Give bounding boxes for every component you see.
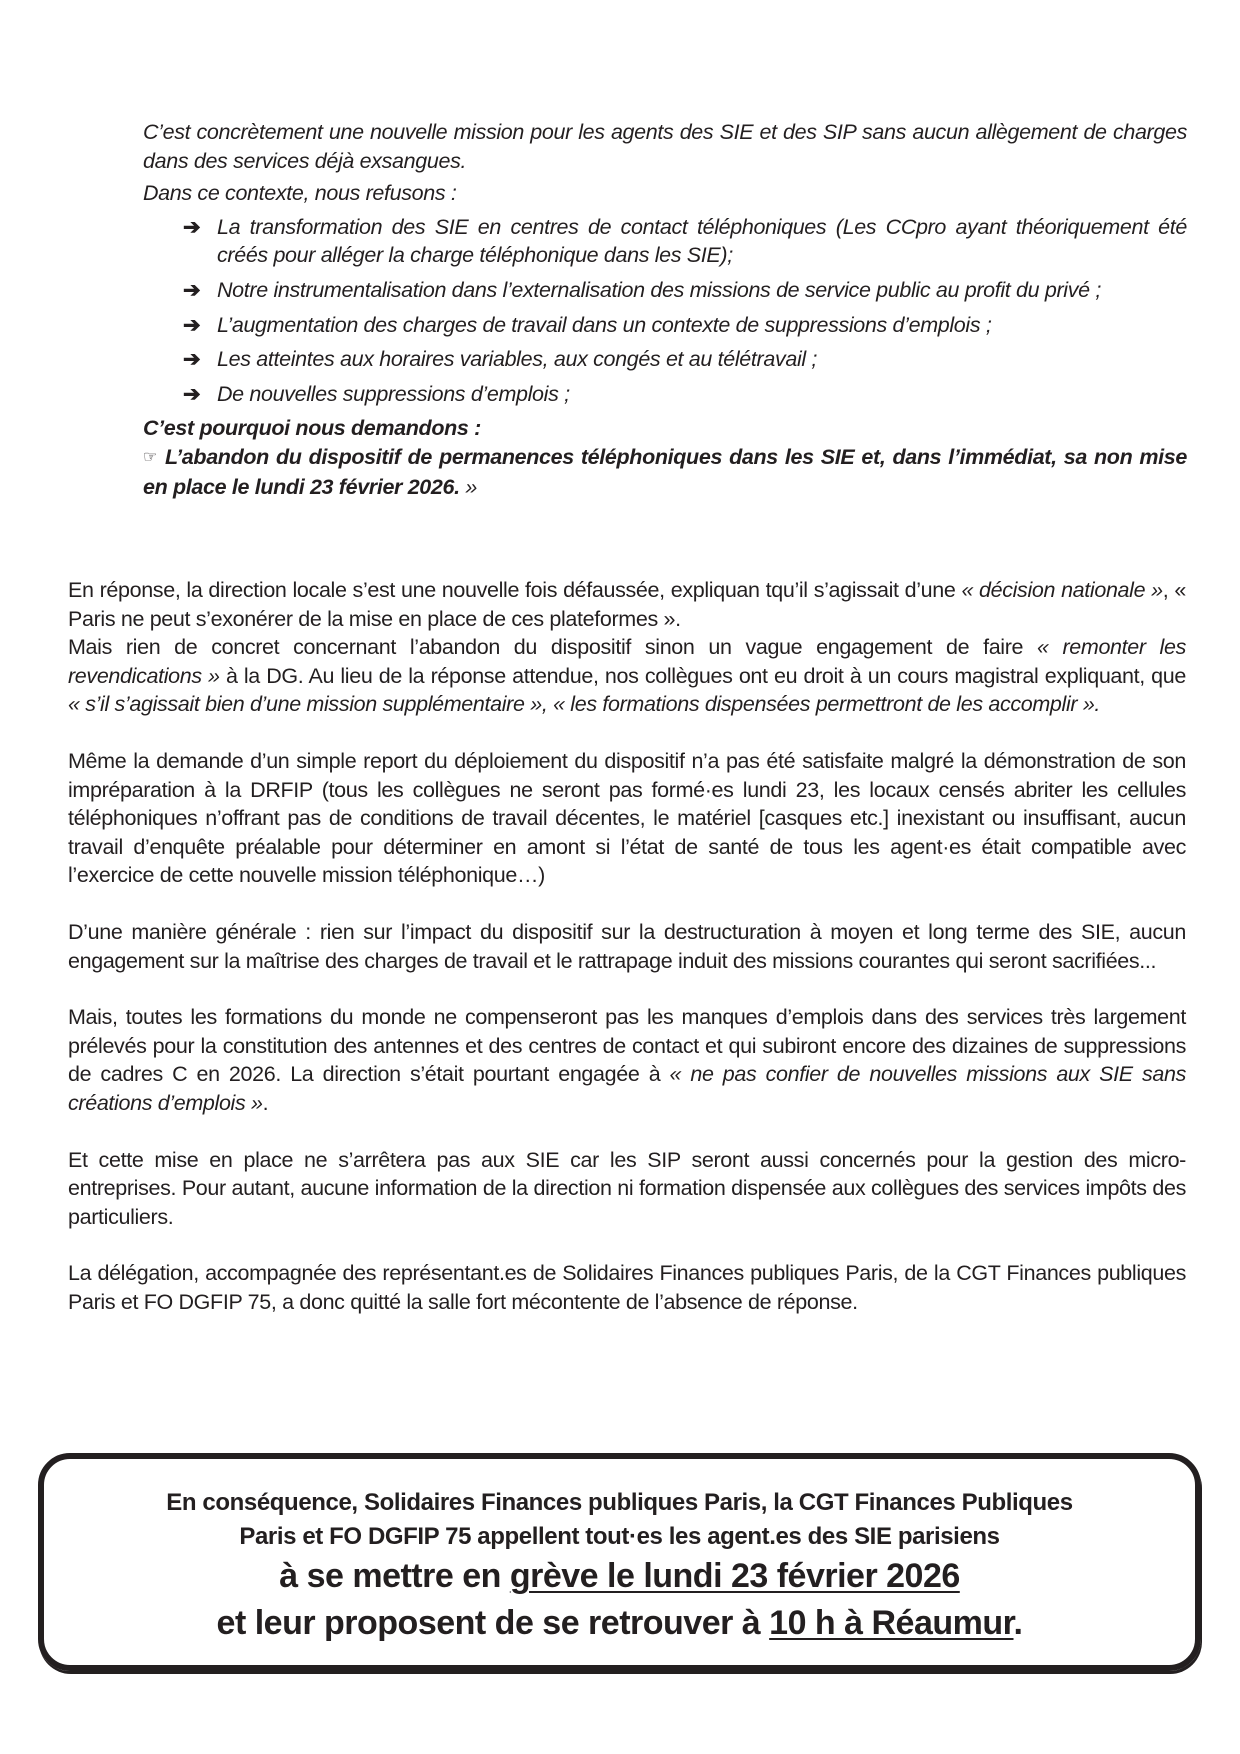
paragraph-response (68, 576, 1186, 719)
quote-intro: C’est concrètement une nouvelle mission pour les agents des SIE et des SIP sans aucun allègement de charges dans des services déjà exsangues. (143, 120, 1187, 173)
pointing-hand-icon: ☞ (143, 448, 157, 466)
refusal-text: La transformation des SIE en centres de contact téléphoniques (Les CCpro ayant théoriquement été créés pour alléger la charge téléphonique dans les SIE); (217, 214, 1187, 268)
right-arrow-icon: ➔ (183, 313, 201, 337)
report-body (68, 576, 1186, 1344)
refusal-item (183, 380, 1187, 409)
right-arrow-icon: ➔ (183, 348, 201, 372)
right-arrow-icon: ➔ (183, 382, 201, 406)
paragraph-training (68, 1003, 1186, 1117)
call-line-2: Paris et FO DGFIP 75 appellent tout·es les agent.es des SIE parisiens (239, 1523, 1000, 1550)
refusal-list (183, 213, 1187, 409)
right-arrow-icon: ➔ (183, 278, 201, 302)
refusal-item (183, 276, 1187, 305)
quoted-text: « décision nationale » (961, 578, 1163, 602)
text-run: à se mettre en (279, 1557, 510, 1595)
right-arrow-icon: ➔ (183, 215, 201, 239)
refusal-text: L’augmentation des charges de travail dans un contexte de suppressions d’emplois ; (217, 312, 992, 337)
text-run: à la DG. Au lieu de la réponse attendue, nos collègues ont eu droit à un cours magistral expliquant, que (219, 663, 1187, 688)
text-run: En réponse, la direction locale s’est une nouvelle fois défaussée, expliquan tqu’il s’agissait d’une (68, 578, 962, 602)
strike-call-box (38, 1453, 1201, 1671)
quoted-text: « s’il s’agissait bien d’une mission supplémentaire », « les formations dispensées permettront de les accomplir ». (68, 692, 1101, 717)
meeting-line (44, 1604, 1195, 1643)
meeting-place: 10 h à Réaumur (769, 1604, 1014, 1642)
call-line-1: En conséquence, Solidaires Finances publiques Paris, la CGT Finances Publiques (166, 1489, 1073, 1516)
paragraph-postponement: Même la demande d’un simple report du déploiement du dispositif n’a pas été satisfaite malgré la démonstration de son impréparation à la DRFIP (tous les collègues ne seront pas formé·es lundi 23, les locaux censés abriter les cellules téléphoniques n’offrant pas de conditions de travail décentes, le matériel [casques etc.] inexistant ou insuffisant, aucun travail d’enquête préalable pour déterminer en amont si l’état de santé de tous les agent·es était compatible avec l’exercice de cette nouvelle mission téléphonique…) (68, 748, 1186, 888)
refusal-text: De nouvelles suppressions d’emplois ; (217, 381, 570, 406)
text-run: Mais rien de concret concernant l’abandon du dispositif sinon un vague engagement de faire (68, 635, 1038, 660)
quoted-motion-block (143, 118, 1187, 501)
refusal-text: Notre instrumentalisation dans l’externalisation des missions de service public au profit du privé ; (217, 277, 1101, 302)
quoted-text: « remonter les revendications » (68, 635, 1186, 688)
quoted-text: « ne pas confier de nouvelles missions aux SIE sans créations d’emplois » (68, 1062, 1187, 1115)
paragraph-general: D’une manière générale : rien sur l’impact du dispositif sur la destructuration à moyen et long terme des SIE, aucun engagement sur la maîtrise des charges de travail et le rattrapage induit des missions courantes qui seront sacrifiées... (68, 919, 1186, 973)
refusal-item (183, 213, 1187, 270)
closing-quote: » (459, 474, 477, 499)
refusal-lead: Dans ce contexte, nous refusons : (143, 181, 457, 206)
paragraph-sip: Et cette mise en place ne s’arrêtera pas aux SIE car les SIP seront aussi concernés pour la gestion des micro-entreprises. Pour autant, aucune information de la direction ni formation dispensée aux collègues des services impôts des particuliers. (68, 1147, 1186, 1229)
strike-date: grève le lundi 23 février 2026 (509, 1557, 960, 1595)
paragraph-delegation: La délégation, accompagnée des représentant.es de Solidaires Finances publiques Paris, de la CGT Finances publiques Paris et FO DGFIP 75, a donc quitté la salle fort mécontente de l’absence de réponse. (68, 1261, 1186, 1314)
refusal-text: Les atteintes aux horaires variables, aux congés et au télétravail ; (217, 347, 818, 372)
text-run: , « Paris ne peut s’exonérer de la mise en place de ces plateformes ». (68, 578, 1186, 631)
refusal-item (183, 345, 1187, 374)
text-run: et leur proposent de se retrouver à (216, 1604, 770, 1642)
demand-lead: C’est pourquoi nous demandons : (143, 416, 481, 441)
demand-statement (143, 443, 1187, 501)
strike-date-line (44, 1557, 1195, 1596)
text-run: . (1013, 1604, 1023, 1642)
refusal-item (183, 311, 1187, 340)
text-run: Mais, toutes les formations du monde ne compenseront pas les manques d’emplois dans des services très largement prélevés pour la constitution des antennes et des centres de contact et qui subiront encore des dizaines de suppressions de cadres C en 2026. La direction s’était pourtant engagée à (68, 1005, 1186, 1087)
demand-text: L’abandon du dispositif de permanences téléphoniques dans les SIE et, dans l’immédiat, sa non mise en place le lundi 23 février 2026. (143, 444, 1187, 499)
text-run: . (262, 1090, 269, 1115)
